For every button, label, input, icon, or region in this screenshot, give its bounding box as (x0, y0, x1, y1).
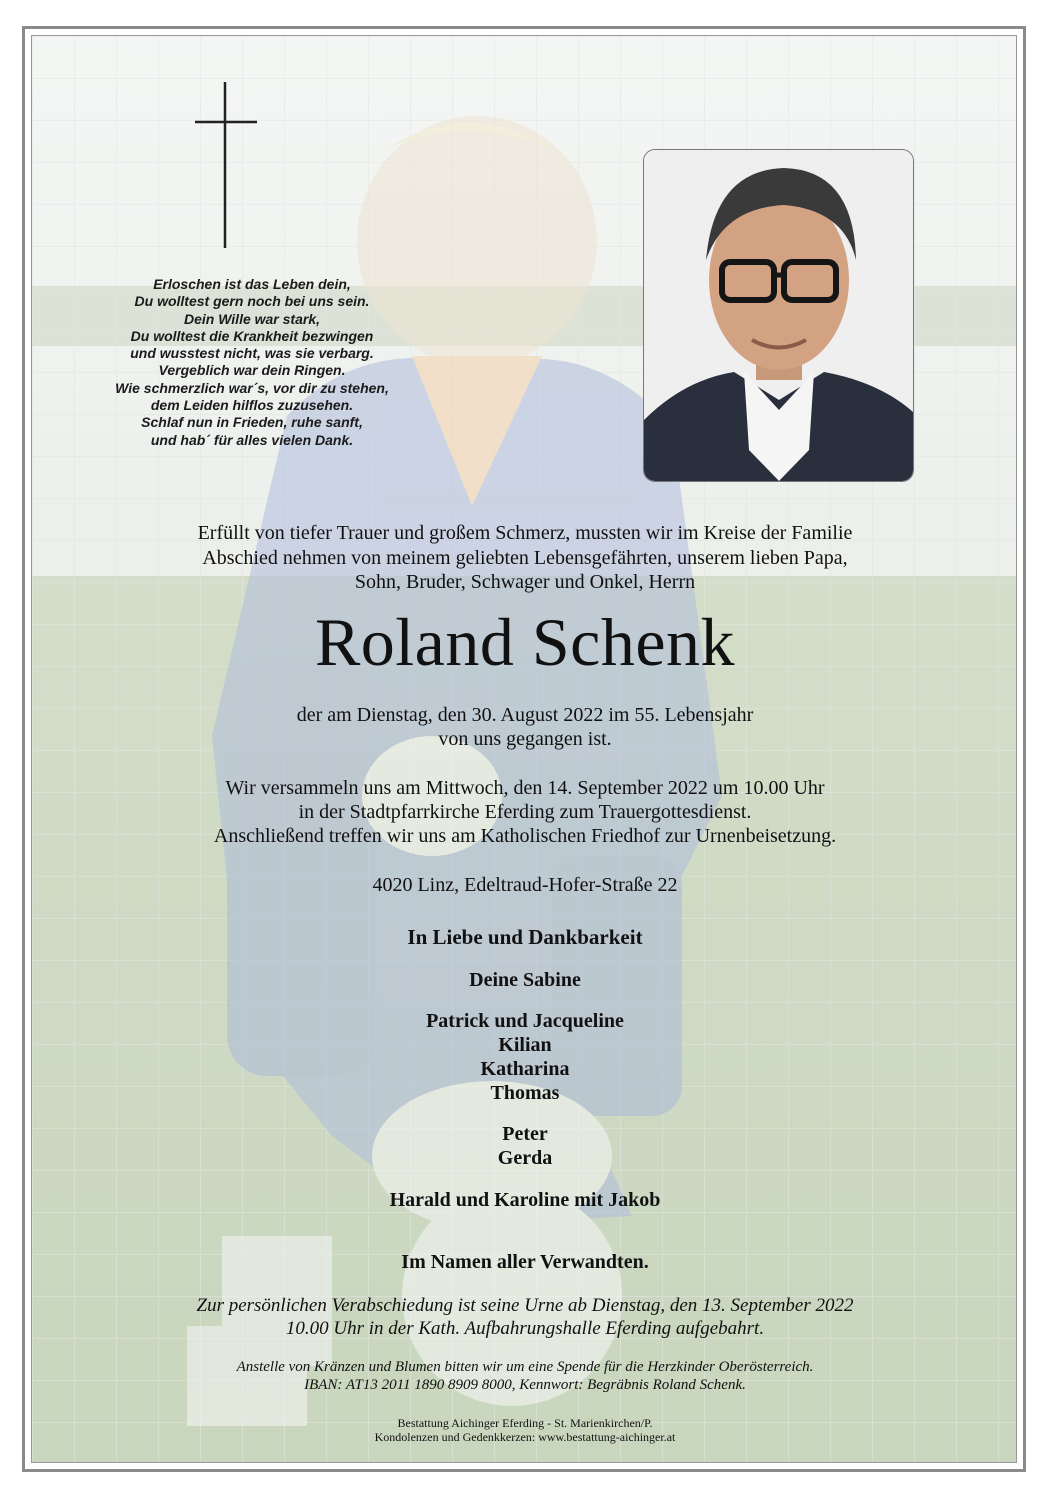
deceased-name: Roland Schenk (314, 604, 736, 680)
funeral-home-footer (32, 1416, 1017, 1444)
donation-line: IBAN: AT13 2011 1890 8909 8000, Kennwort: Begräbnis Roland Schenk. (304, 1377, 746, 1393)
footer-line: Bestattung Aichinger Eferding - St. Marienkirchen/P. (397, 1416, 653, 1430)
donation-line: Anstelle von Kränzen und Blumen bitten wir um eine Spende für die Herzkinder Oberösterreich. (236, 1359, 814, 1375)
poem-line: dem Leiden hilflos zuzusehen. (150, 397, 354, 414)
urn-line: Zur persönlichen Verabschiedung ist seine Urne ab Dienstag, den 13. September 2022 (196, 1295, 854, 1316)
intro-line: Erfüllt von tiefer Trauer und großem Schmerz, mussten wir im Kreise der Familie (197, 522, 853, 544)
footer-line: Kondolenzen und Gedenkkerzen: www.bestattung-aichinger.at (374, 1430, 676, 1444)
death-line: von uns gegangen ist. (438, 728, 612, 750)
death-line: der am Dienstag, den 30. August 2022 im 55. Lebensjahr (296, 704, 754, 726)
intro-text (32, 521, 1017, 595)
service-line: in der Stadtpfarrkirche Eferding zum Trauergottesdienst. (298, 801, 752, 823)
poem-line: Dein Wille war stark, (183, 310, 321, 327)
cross-icon (195, 82, 259, 248)
mourner-name: Gerda (497, 1147, 553, 1169)
obituary-card (31, 35, 1017, 1463)
mourner-name: Thomas (490, 1082, 560, 1104)
mourners-heading: In Liebe und Dankbarkeit (407, 925, 643, 949)
urn-line: 10.00 Uhr in der Kath. Aufbahrungshalle Eferding aufgebahrt. (285, 1318, 765, 1339)
memorial-poem (72, 276, 432, 449)
mourner-name: Katharina (480, 1058, 570, 1080)
poem-line: und hab´ für alles vielen Dank. (150, 431, 354, 448)
poem-line: Wie schmerzlich war´s, vor dir zu stehen, (115, 379, 389, 396)
mourner-name: Patrick und Jacqueline (426, 1010, 624, 1032)
mourner-siblings: Harald und Karoline mit Jakob (389, 1189, 661, 1211)
service-details (32, 776, 1017, 848)
mourner-name: Peter (502, 1123, 548, 1145)
portrait-photo (643, 149, 914, 482)
poem-line: Vergeblich war dein Ringen. (158, 362, 346, 379)
mourner-relatives: Im Namen aller Verwandten. (401, 1251, 649, 1273)
mourner-partner: Deine Sabine (469, 969, 581, 991)
service-line: Wir versammeln uns am Mittwoch, den 14. September 2022 um 10.00 Uhr (225, 777, 825, 799)
mourner-children (32, 1009, 1017, 1105)
intro-line: Abschied nehmen von meinem geliebten Lebensgefährten, unserem lieben Papa, (202, 546, 848, 569)
family-address: 4020 Linz, Edeltraud-Hofer-Straße 22 (372, 874, 678, 896)
poem-line: Du wolltest die Krankheit bezwingen (130, 327, 374, 344)
poem-line: Schlaf nun in Frieden, ruhe sanft, (141, 414, 363, 431)
intro-line: Sohn, Bruder, Schwager und Onkel, Herrn (354, 571, 696, 593)
poem-line: Du wolltest gern noch bei uns sein. (134, 293, 370, 310)
death-notice (32, 703, 1017, 751)
poem-line: Erloschen ist das Leben dein, (153, 276, 351, 292)
mourner-parents (32, 1122, 1017, 1170)
poem-line: und wusstest nicht, was sie verbarg. (130, 345, 374, 362)
mourner-name: Kilian (498, 1034, 552, 1056)
service-line: Anschließend treffen wir uns am Katholischen Friedhof zur Urnenbeisetzung. (213, 825, 837, 847)
donation-notice (32, 1358, 1017, 1394)
urn-viewing-notice (32, 1294, 1017, 1340)
